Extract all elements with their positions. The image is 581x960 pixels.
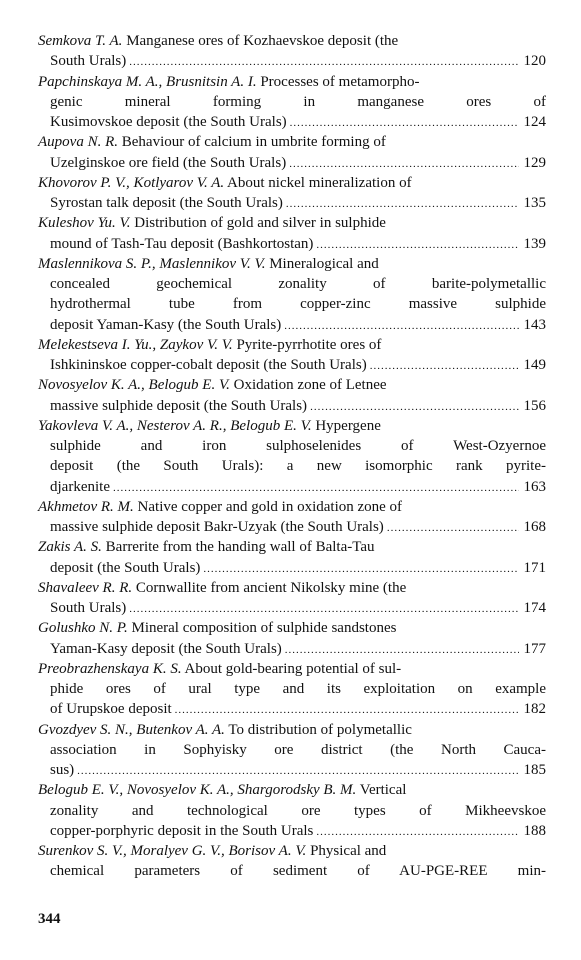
dot-leader bbox=[284, 316, 519, 336]
toc-line bbox=[38, 456, 546, 476]
toc-line bbox=[38, 598, 546, 618]
toc-line bbox=[38, 31, 546, 51]
toc-line bbox=[38, 821, 546, 841]
toc-entry bbox=[38, 132, 546, 173]
entry-page-number: 185 bbox=[523, 762, 546, 778]
toc-line bbox=[38, 294, 546, 314]
entry-title-continued: djarkenite bbox=[50, 478, 110, 495]
toc-line bbox=[38, 841, 546, 861]
dot-leader bbox=[290, 113, 519, 133]
toc-entry bbox=[38, 578, 546, 619]
entry-authors: Preobrazhenskaya K. S. bbox=[38, 660, 182, 677]
toc-line bbox=[38, 517, 546, 537]
toc-line bbox=[38, 497, 546, 517]
entry-authors: Golushko N. P. bbox=[38, 620, 128, 637]
toc-entry bbox=[38, 416, 546, 497]
toc-entry bbox=[38, 31, 546, 72]
entry-title-continued: hydrothermal tube from copper-zinc massive sulphide bbox=[50, 296, 546, 313]
entry-title: Behaviour of calcium in umbrite forming of bbox=[118, 134, 386, 151]
entry-title-continued: Ishkininskoe copper-cobalt deposit (the South Urals) bbox=[50, 357, 367, 373]
toc-line bbox=[38, 112, 546, 132]
entry-title-continued: Yaman-Kasy deposit (the South Urals) bbox=[50, 640, 282, 657]
entry-title: Pyrite-pyrrhotite ores of bbox=[232, 336, 382, 353]
toc-line bbox=[38, 801, 546, 821]
entry-page-number: 120 bbox=[523, 53, 546, 70]
toc-line bbox=[38, 679, 546, 699]
toc-entry bbox=[38, 213, 546, 254]
toc-entry bbox=[38, 618, 546, 659]
dot-leader bbox=[310, 397, 519, 417]
dot-leader bbox=[77, 761, 519, 781]
toc-entry bbox=[38, 497, 546, 538]
toc-line bbox=[38, 213, 546, 233]
toc-line bbox=[38, 699, 546, 719]
entry-authors: Aupova N. R. bbox=[38, 134, 118, 151]
toc-entry bbox=[38, 720, 546, 781]
entry-authors: Yakovleva V. A., Nesterov A. R., Belogub E. V. bbox=[38, 417, 312, 434]
entry-authors: Semkova T. A. bbox=[38, 33, 123, 49]
dot-leader bbox=[203, 559, 519, 579]
toc-line bbox=[38, 618, 546, 638]
toc-entry bbox=[38, 537, 546, 578]
toc-entry bbox=[38, 780, 546, 841]
toc-entry bbox=[38, 375, 546, 416]
toc-line bbox=[38, 153, 546, 173]
entry-title-continued: Syrostan talk deposit (the South Urals) bbox=[50, 195, 283, 211]
entry-title-continued: mound of Tash-Tau deposit (Bashkortostan) bbox=[50, 235, 314, 252]
toc-line bbox=[38, 193, 546, 213]
entry-title-continued: South Urals) bbox=[50, 600, 127, 616]
toc-entry bbox=[38, 173, 546, 214]
toc-line bbox=[38, 173, 546, 193]
entry-title: Barrerite from the handing wall of Balta-Tau bbox=[101, 539, 375, 556]
entry-authors: Maslennikova S. P., Maslennikov V. V. bbox=[38, 255, 266, 272]
entry-page-number: 188 bbox=[523, 822, 546, 839]
toc-line bbox=[38, 639, 546, 659]
entry-authors: Khovorov P. V., Kotlyarov V. A. bbox=[38, 174, 225, 191]
entry-authors: Melekestseva I. Yu., Zaykov V. V. bbox=[38, 336, 233, 353]
entry-authors: Zakis A. S. bbox=[38, 539, 102, 556]
toc-line bbox=[38, 335, 546, 355]
entry-authors: Belogub E. V., Novosyelov K. A., Shargorodsky B. M. bbox=[38, 782, 357, 799]
toc-line bbox=[38, 234, 546, 254]
dot-leader bbox=[286, 194, 519, 214]
entry-title: Mineral composition of sulphide sandstones bbox=[127, 620, 397, 637]
toc-line bbox=[38, 659, 546, 679]
entry-page-number: 156 bbox=[523, 397, 546, 414]
dot-leader bbox=[370, 356, 519, 376]
entry-title-continued: concealed geochemical zonality of barite-polymetallic bbox=[50, 276, 546, 292]
toc-line bbox=[38, 72, 546, 92]
page-number: 344 bbox=[38, 911, 61, 927]
entry-title-continued: deposit Yaman-Kasy (the South Urals) bbox=[50, 316, 282, 333]
entry-title: About gold-bearing potential of sul- bbox=[181, 660, 402, 677]
entry-title: Physical and bbox=[306, 843, 387, 859]
entry-page-number: 163 bbox=[523, 478, 546, 495]
entry-page-number: 182 bbox=[523, 701, 546, 718]
entry-title-continued: association in Sophyisky ore district (the North Cauca- bbox=[50, 741, 546, 758]
toc-line bbox=[38, 416, 546, 436]
dot-leader bbox=[129, 599, 519, 619]
entry-authors: Kuleshov Yu. V. bbox=[38, 215, 131, 232]
toc-line bbox=[38, 254, 546, 274]
entry-authors: Shavaleev R. R. bbox=[38, 579, 133, 596]
entry-page-number: 174 bbox=[523, 600, 546, 616]
entry-title: About nickel mineralization of bbox=[224, 174, 412, 191]
toc-line bbox=[38, 51, 546, 71]
entry-title-continued: zonality and technological ore types of Mikheevskoe bbox=[50, 802, 546, 819]
dot-leader bbox=[289, 154, 519, 174]
entry-title-continued: deposit (the South Urals) bbox=[50, 559, 201, 576]
toc-entry bbox=[38, 841, 546, 882]
toc-line bbox=[38, 720, 546, 740]
toc-line bbox=[38, 396, 546, 416]
toc-line bbox=[38, 315, 546, 335]
dot-leader bbox=[285, 640, 519, 660]
entry-authors: Novosyelov K. A., Belogub E. V. bbox=[38, 377, 230, 394]
entry-title: Native copper and gold in oxidation zone of bbox=[133, 498, 403, 515]
entry-title: Vertical bbox=[356, 782, 407, 799]
entry-title: Mineralogical and bbox=[265, 255, 379, 272]
entry-title: Manganese ores of Kozhaevskoe deposit (the bbox=[122, 33, 399, 49]
toc-entry bbox=[38, 72, 546, 133]
toc-line bbox=[38, 132, 546, 152]
dot-leader bbox=[175, 700, 519, 720]
table-of-contents bbox=[38, 31, 546, 882]
entry-title-continued: deposit (the South Urals): a new isomorphic rank pyrite- bbox=[50, 458, 546, 475]
entry-title-continued: copper-porphyric deposit in the South Urals bbox=[50, 822, 314, 839]
toc-line bbox=[38, 274, 546, 294]
toc-line bbox=[38, 92, 546, 112]
dot-leader bbox=[316, 822, 519, 842]
entry-title: Hypergene bbox=[311, 417, 381, 434]
toc-entry bbox=[38, 335, 546, 376]
entry-title-continued: sulphide and iron sulphoselenides of West-Ozyernoe bbox=[50, 438, 546, 454]
toc-line bbox=[38, 558, 546, 578]
entry-page-number: 168 bbox=[523, 519, 546, 535]
dot-leader bbox=[129, 52, 519, 72]
entry-page-number: 149 bbox=[523, 357, 546, 373]
toc-entry bbox=[38, 254, 546, 335]
entry-title: Oxidation zone of Letnee bbox=[229, 377, 387, 394]
entry-title-continued: of Urupskoe deposit bbox=[50, 701, 172, 718]
entry-authors: Akhmetov R. M. bbox=[38, 498, 134, 515]
entry-title-continued: chemical parameters of sediment of AU-PGE-REE min- bbox=[50, 863, 546, 880]
entry-page-number: 143 bbox=[523, 316, 546, 333]
entry-title: To distribution of polymetallic bbox=[224, 721, 412, 738]
entry-page-number: 139 bbox=[523, 235, 546, 252]
entry-title-continued: phide ores of ural type and its exploitation on example bbox=[50, 681, 546, 697]
toc-line bbox=[38, 740, 546, 760]
entry-page-number: 171 bbox=[523, 559, 546, 576]
dot-leader bbox=[316, 235, 519, 255]
toc-line bbox=[38, 578, 546, 598]
dot-leader bbox=[113, 478, 519, 498]
entry-title-continued: South Urals) bbox=[50, 53, 127, 70]
entry-title-continued: Uzelginskoe ore field (the South Urals) bbox=[50, 154, 287, 171]
toc-line bbox=[38, 477, 546, 497]
toc-entry bbox=[38, 659, 546, 720]
toc-line bbox=[38, 436, 546, 456]
entry-title-continued: massive sulphide deposit Bakr-Uzyak (the South Urals) bbox=[50, 519, 384, 535]
toc-line bbox=[38, 780, 546, 800]
entry-title-continued: Kusimovskoe deposit (the South Urals) bbox=[50, 114, 287, 130]
dot-leader bbox=[387, 518, 519, 538]
toc-line bbox=[38, 375, 546, 395]
entry-title: Cornwallite from ancient Nikolsky mine (the bbox=[132, 579, 407, 596]
entry-page-number: 177 bbox=[523, 640, 546, 657]
toc-line bbox=[38, 861, 546, 881]
entry-page-number: 124 bbox=[523, 114, 546, 130]
toc-line bbox=[38, 537, 546, 557]
entry-title-continued: massive sulphide deposit (the South Urals) bbox=[50, 397, 308, 414]
entry-title: Distribution of gold and silver in sulphide bbox=[130, 215, 386, 232]
entry-title: Processes of metamorpho- bbox=[256, 73, 420, 90]
toc-line bbox=[38, 760, 546, 780]
entry-authors: Papchinskaya M. A., Brusnitsin A. I. bbox=[38, 73, 257, 90]
entry-page-number: 129 bbox=[523, 154, 546, 171]
entry-authors: Gvozdyev S. N., Butenkov A. A. bbox=[38, 721, 225, 738]
entry-title-continued: sus) bbox=[50, 762, 75, 778]
toc-line bbox=[38, 355, 546, 375]
entry-authors: Surenkov S. V., Moralyev G. V., Borisov A. V. bbox=[38, 843, 307, 859]
entry-title-continued: genic mineral forming in manganese ores of bbox=[50, 93, 546, 110]
entry-page-number: 135 bbox=[523, 195, 546, 211]
